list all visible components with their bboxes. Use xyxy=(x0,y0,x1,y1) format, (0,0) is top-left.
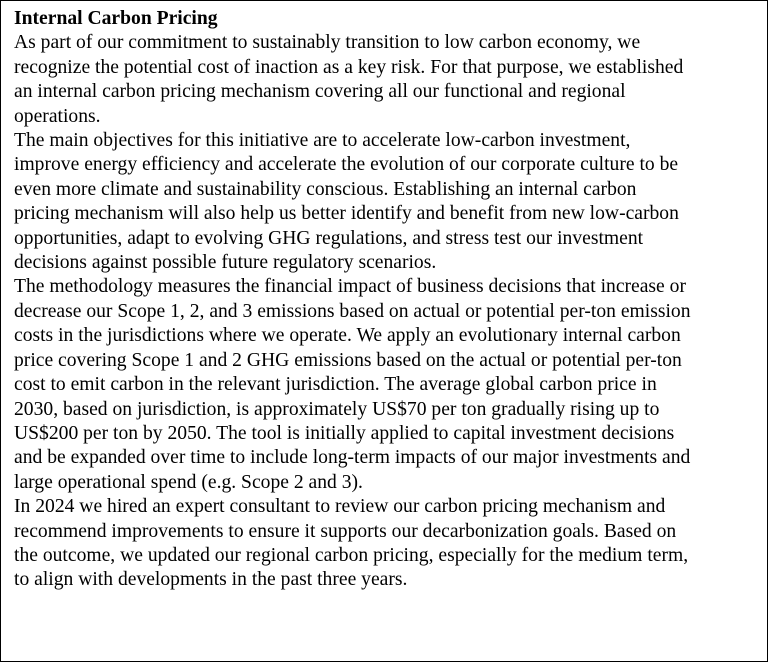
document-title: Internal Carbon Pricing xyxy=(14,8,218,29)
text-line: large operational spend (e.g. Scope 2 and 3). xyxy=(14,471,363,493)
text-line: decrease our Scope 1, 2, and 3 emissions based on actual or potential per-ton emission xyxy=(14,300,691,322)
text-line: 2030, based on jurisdiction, is approximately US$70 per ton gradually rising up to xyxy=(14,398,660,420)
paragraph-methodology xyxy=(14,275,758,495)
text-line: US$200 per ton by 2050. The tool is initially applied to capital investment decisions xyxy=(14,422,675,444)
paragraph-consultant-review xyxy=(14,495,758,593)
text-line: an internal carbon pricing mechanism covering all our functional and regional xyxy=(14,81,626,103)
text-line: The methodology measures the financial impact of business decisions that increase or xyxy=(14,276,686,298)
text-line: pricing mechanism will also help us better identify and benefit from new low-carbon xyxy=(14,203,679,225)
document-body xyxy=(14,7,758,593)
paragraph-objectives xyxy=(14,129,758,275)
text-line: In 2024 we hired an expert consultant to review our carbon pricing mechanism and xyxy=(14,496,666,518)
text-line: recognize the potential cost of inaction as a key risk. For that purpose, we established xyxy=(14,56,684,78)
text-line: recommend improvements to ensure it supports our decarbonization goals. Based on xyxy=(14,520,677,542)
text-line: improve energy efficiency and accelerate the evolution of our corporate culture to be xyxy=(14,154,679,176)
text-line: operations. xyxy=(14,105,101,127)
text-line: decisions against possible future regulatory scenarios. xyxy=(14,252,437,274)
text-line: cost to emit carbon in the relevant jurisdiction. The average global carbon price in xyxy=(14,374,657,396)
text-line: to align with developments in the past three years. xyxy=(14,569,408,591)
text-line: The main objectives for this initiative are to accelerate low-carbon investment, xyxy=(14,130,631,152)
text-line: opportunities, adapt to evolving GHG regulations, and stress test our investment xyxy=(14,227,644,249)
text-line: As part of our commitment to sustainably transition to low carbon economy, we xyxy=(14,32,641,54)
text-line: price covering Scope 1 and 2 GHG emissions based on the actual or potential per-ton xyxy=(14,349,682,371)
text-line: the outcome, we updated our regional carbon pricing, especially for the medium term, xyxy=(14,544,689,566)
text-line: and be expanded over time to include long-term impacts of our major investments and xyxy=(14,447,691,469)
text-line: even more climate and sustainability conscious. Establishing an internal carbon xyxy=(14,178,637,200)
paragraph-intro xyxy=(14,31,758,129)
text-line: costs in the jurisdictions where we operate. We apply an evolutionary internal carbon xyxy=(14,325,681,347)
